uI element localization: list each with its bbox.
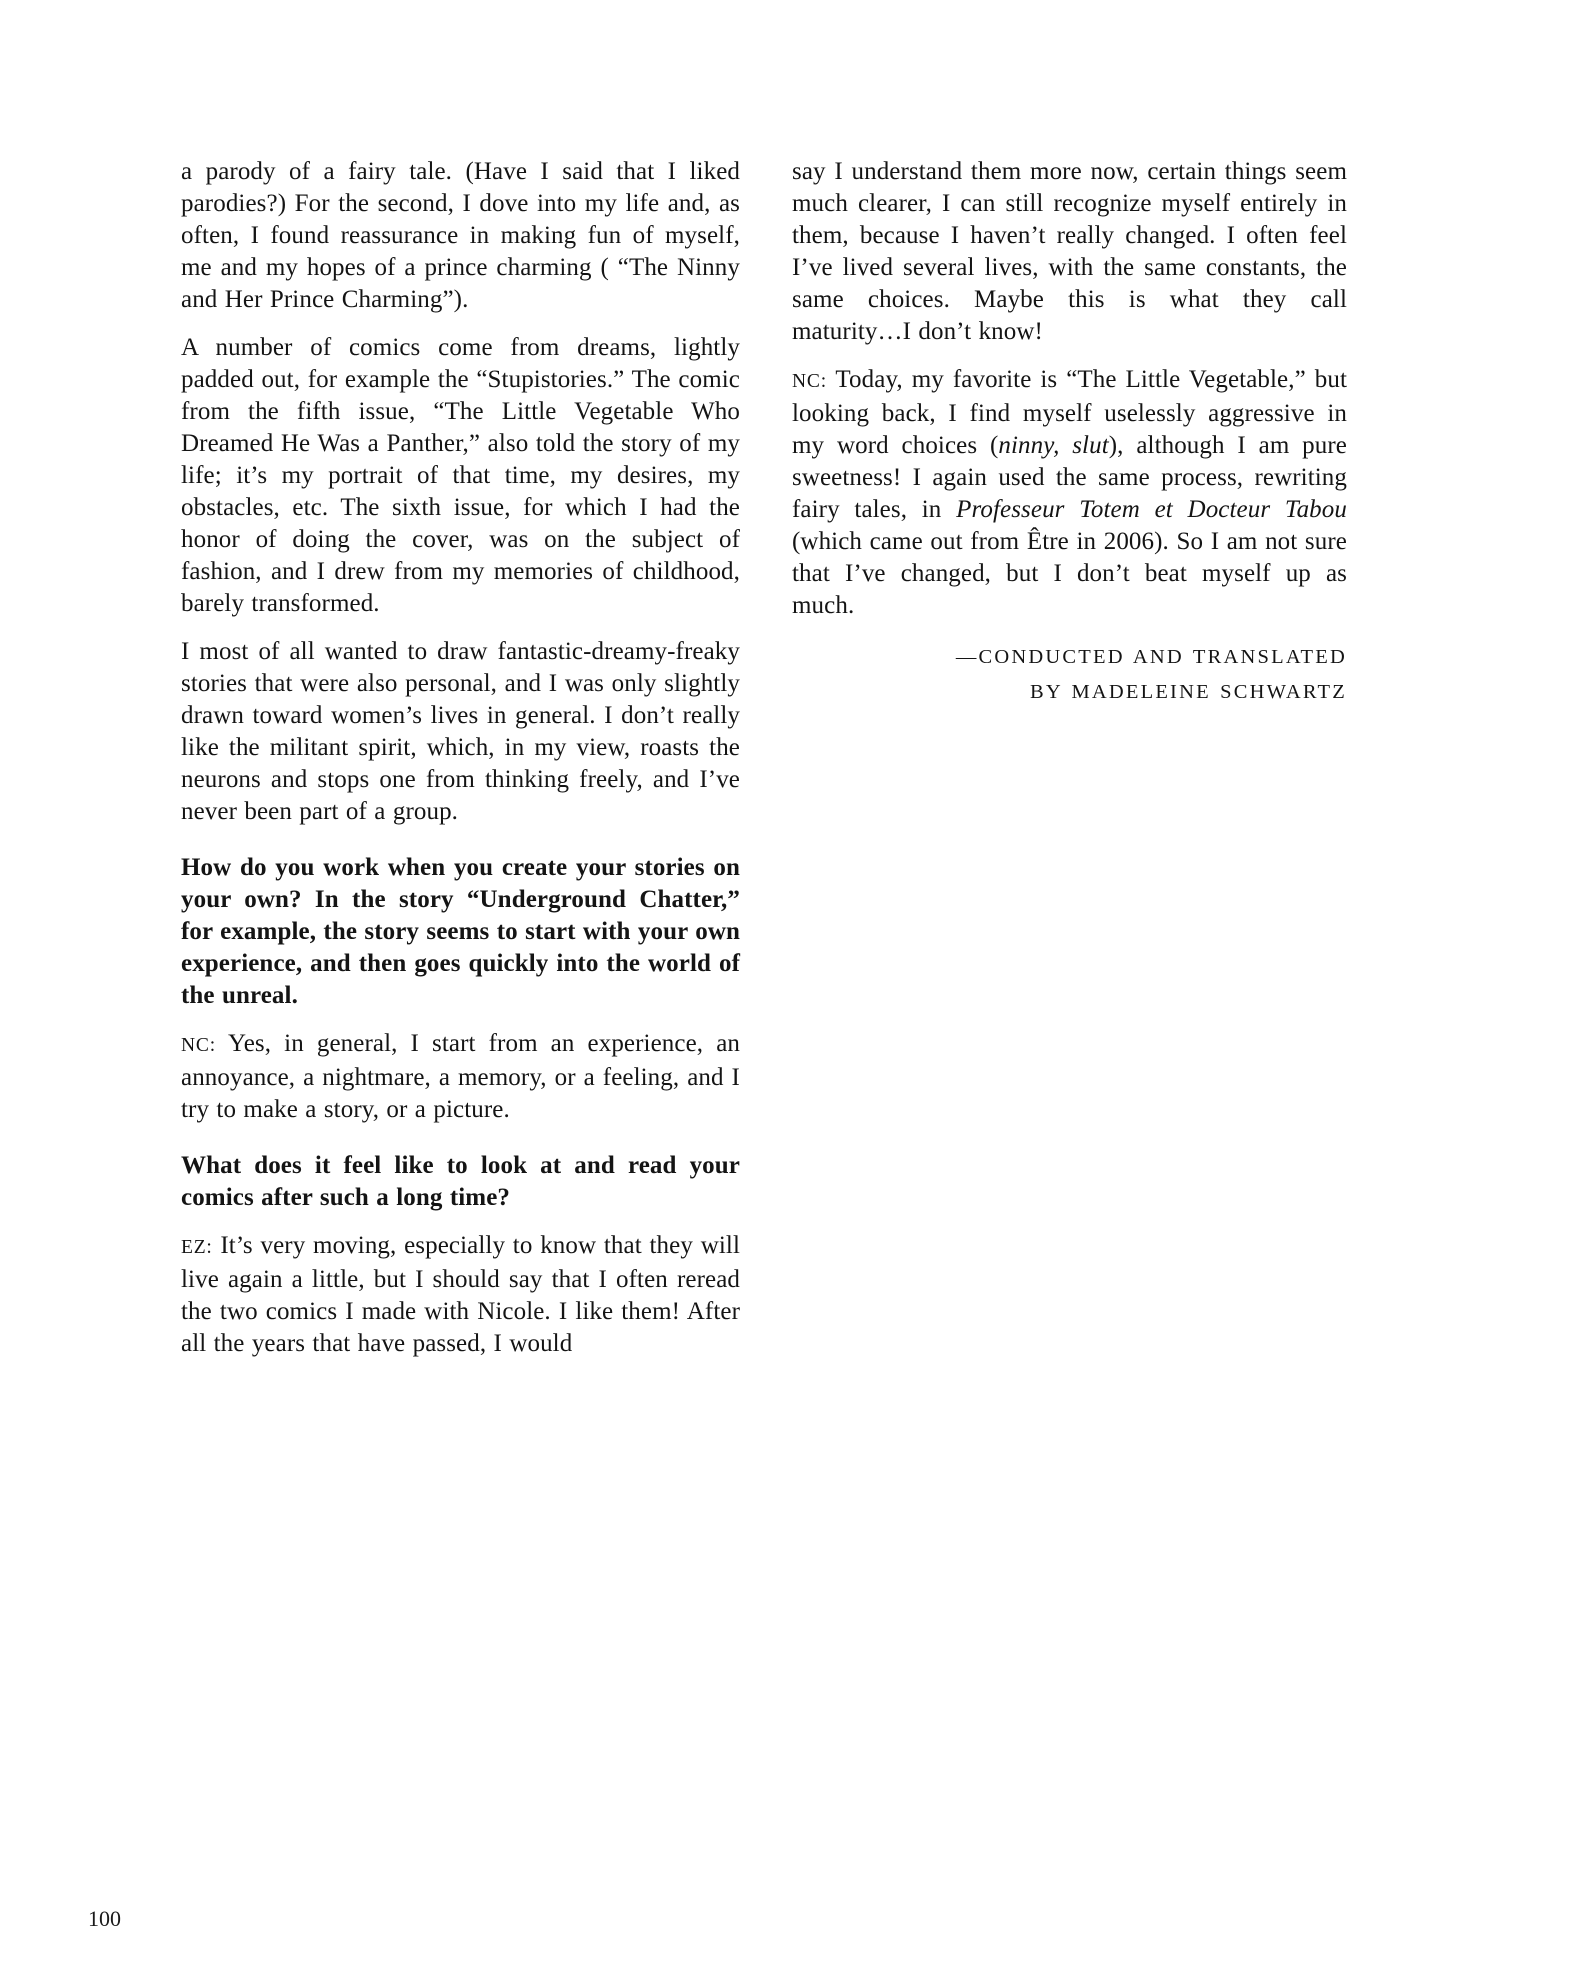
text-run: What does it feel like to look at and read your comics after such a long time?	[181, 1152, 740, 1211]
text-run: ), although I am pure sweetness! I again used the same process, rewriting fairy tales, in	[792, 432, 1347, 523]
byline	[792, 640, 1347, 710]
text-run: (which came out from Être in 2006). So I am not sure that I’ve changed, but I don’t beat myself up as much.	[792, 528, 1347, 619]
text-run: It’s very moving, especially to know that they will live again a little, but I should say that I often reread the two comics I made with Nicole. I like them! After all the years that have passed, I would	[181, 1232, 740, 1357]
speaker-label: NC:	[792, 371, 827, 392]
paragraph	[181, 636, 740, 828]
interview-question	[181, 852, 740, 1012]
text-run: Today, my favorite is “The Little Vegetable,” but looking back, I find myself uselessly aggressive in my word choices (	[792, 366, 1347, 459]
paragraph	[792, 156, 1347, 348]
italic-text: ninny, slut	[998, 432, 1109, 459]
paragraph	[181, 332, 740, 620]
interview-answer	[792, 364, 1347, 622]
text-column-left	[181, 156, 740, 1376]
text-run: How do you work when you create your stories on your own? In the story “Underground Chatter,” for example, the story seems to start with your own experience, and then goes quickly into the world of the unreal.	[181, 854, 740, 1009]
interview-question	[181, 1150, 740, 1214]
text-run: I most of all wanted to draw fantastic-dreamy-freaky stories that were also personal, and I was only slightly drawn toward women’s lives in general. I don’t really like the militant spirit, which, in my view, roasts the neurons and stops one from thinking freely, and I’ve never been part of a group.	[181, 638, 740, 825]
paragraph	[181, 156, 740, 316]
speaker-label: NC:	[181, 1035, 216, 1056]
text-run: say I understand them more now, certain things seem much clearer, I can still recognize myself entirely in them, because I haven’t really changed. I often feel I’ve lived several lives, with the same constants, the same choices. Maybe this is what they call maturity…I don’t know!	[792, 158, 1347, 345]
byline-line-1: —CONDUCTED AND TRANSLATED	[955, 646, 1347, 668]
interview-answer	[181, 1028, 740, 1126]
text-run: a parody of a fairy tale. (Have I said that I liked parodies?) For the second, I dove into my life and, as often, I found reassurance in making fun of myself, me and my hopes of a prince charming ( “The Ninny and Her Prince Charming”).	[181, 158, 740, 313]
byline-line-2: BY MADELEINE SCHWARTZ	[1030, 681, 1347, 703]
italic-text: Professeur Totem et Docteur Tabou	[956, 496, 1347, 523]
text-run: A number of comics come from dreams, lightly padded out, for example the “Stupistories.” The comic from the fifth issue, “The Little Vegetable Who Dreamed He Was a Panther,” also told the story of my life; it’s my portrait of that time, my desires, my obstacles, etc. The sixth issue, for which I had the honor of doing the cover, was on the subject of fashion, and I drew from my memories of childhood, barely transformed.	[181, 334, 740, 617]
text-run: Yes, in general, I start from an experience, an annoyance, a nightmare, a memory, or a feeling, and I try to make a story, or a picture.	[181, 1030, 740, 1123]
speaker-label: EZ:	[181, 1237, 213, 1258]
page-number: 100	[88, 1906, 121, 1931]
interview-answer	[181, 1230, 740, 1360]
text-column-right	[792, 156, 1347, 710]
